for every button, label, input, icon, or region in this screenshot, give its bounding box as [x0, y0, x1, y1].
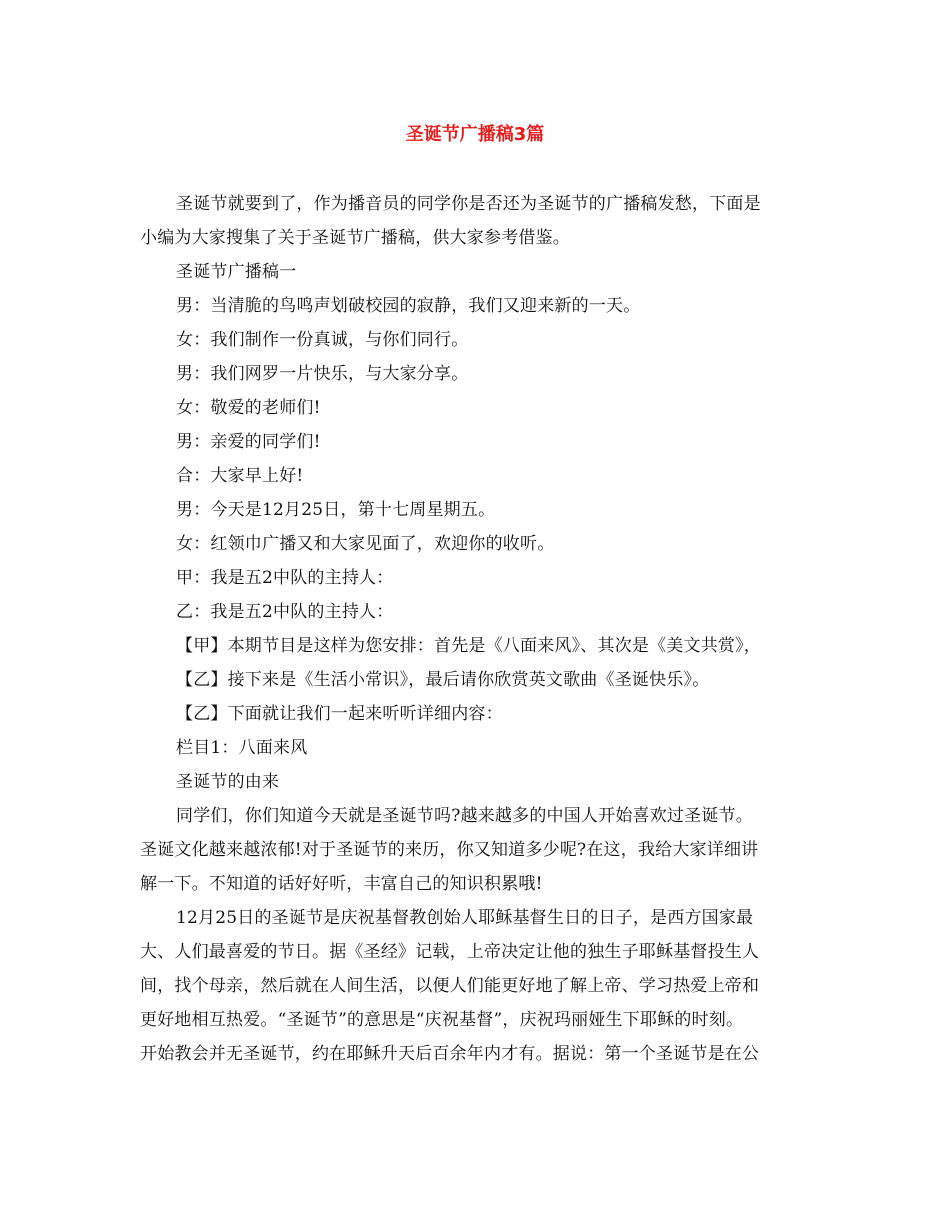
text-line: 女：我们制作一份真诚，与你们同行。 — [176, 330, 469, 350]
text-line: 女：敬爱的老师们! — [176, 398, 321, 418]
text-line: 小编为大家搜集了关于圣诞节广播稿，供大家参考借鉴。 — [140, 228, 570, 248]
text-line: 男：当清脆的鸟鸣声划破校园的寂静，我们又迎来新的一天。 — [176, 296, 641, 316]
document-body — [140, 187, 820, 1071]
text-line: 甲：我是五2中队的主持人： — [176, 568, 394, 588]
text-line: 解一下。不知道的话好好听，丰富自己的知识积累哦! — [140, 874, 543, 894]
text-line: 女：红领巾广播又和大家见面了，欢迎你的收听。 — [176, 534, 555, 554]
text-line: 大、人们最喜爱的节日。据《圣经》记载，上帝决定让他的独生子耶稣基督投生人 — [140, 942, 760, 962]
document-title: 圣诞节广播稿3篇 — [405, 124, 545, 145]
text-line: 12月25日的圣诞节是庆祝基督教创始人耶稣基督生日的日子，是西方国家最 — [176, 908, 754, 928]
text-line: 男：今天是12月25日，第十七周星期五。 — [176, 500, 496, 520]
text-line: 合：大家早上好! — [176, 466, 304, 486]
text-line: 圣诞节就要到了，作为播音员的同学你是否还为圣诞节的广播稿发愁，下面是 — [176, 194, 761, 214]
text-line: 圣诞节的由来 — [176, 772, 280, 792]
text-line: 开始教会并无圣诞节，约在耶稣升天后百余年内才有。据说：第一个圣诞节是在公 — [140, 1044, 760, 1064]
text-line: 乙：我是五2中队的主持人： — [176, 602, 394, 622]
text-line: 同学们，你们知道今天就是圣诞节吗?越来越多的中国人开始喜欢过圣诞节。 — [176, 806, 753, 826]
text-line: 圣诞文化越来越浓郁!对于圣诞节的来历，你又知道多少呢?在这，我给大家详细讲 — [140, 840, 759, 860]
text-line: 间，找个母亲，然后就在人间生活，以便人们能更好地了解上帝、学习热爱上帝和 — [140, 976, 760, 996]
text-line: 男：亲爱的同学们! — [176, 432, 321, 452]
text-line: 男：我们网罗一片快乐，与大家分享。 — [176, 364, 469, 384]
text-line: 栏目1：八面来风 — [176, 738, 308, 758]
text-line: 更好地相互热爱。“圣诞节”的意思是“庆祝基督”，庆祝玛丽娅生下耶稣的时刻。 — [140, 1010, 744, 1030]
text-line: 圣诞节广播稿一 — [176, 262, 297, 282]
text-line: 【乙】下面就让我们一起来听听详细内容： — [176, 704, 503, 724]
text-line: 【甲】本期节目是这样为您安排：首先是《八面来风》、其次是《美文共赏》， — [176, 636, 761, 656]
text-line: 【乙】接下来是《生活小常识》，最后请你欣赏英文歌曲《圣诞快乐》。 — [176, 670, 710, 690]
